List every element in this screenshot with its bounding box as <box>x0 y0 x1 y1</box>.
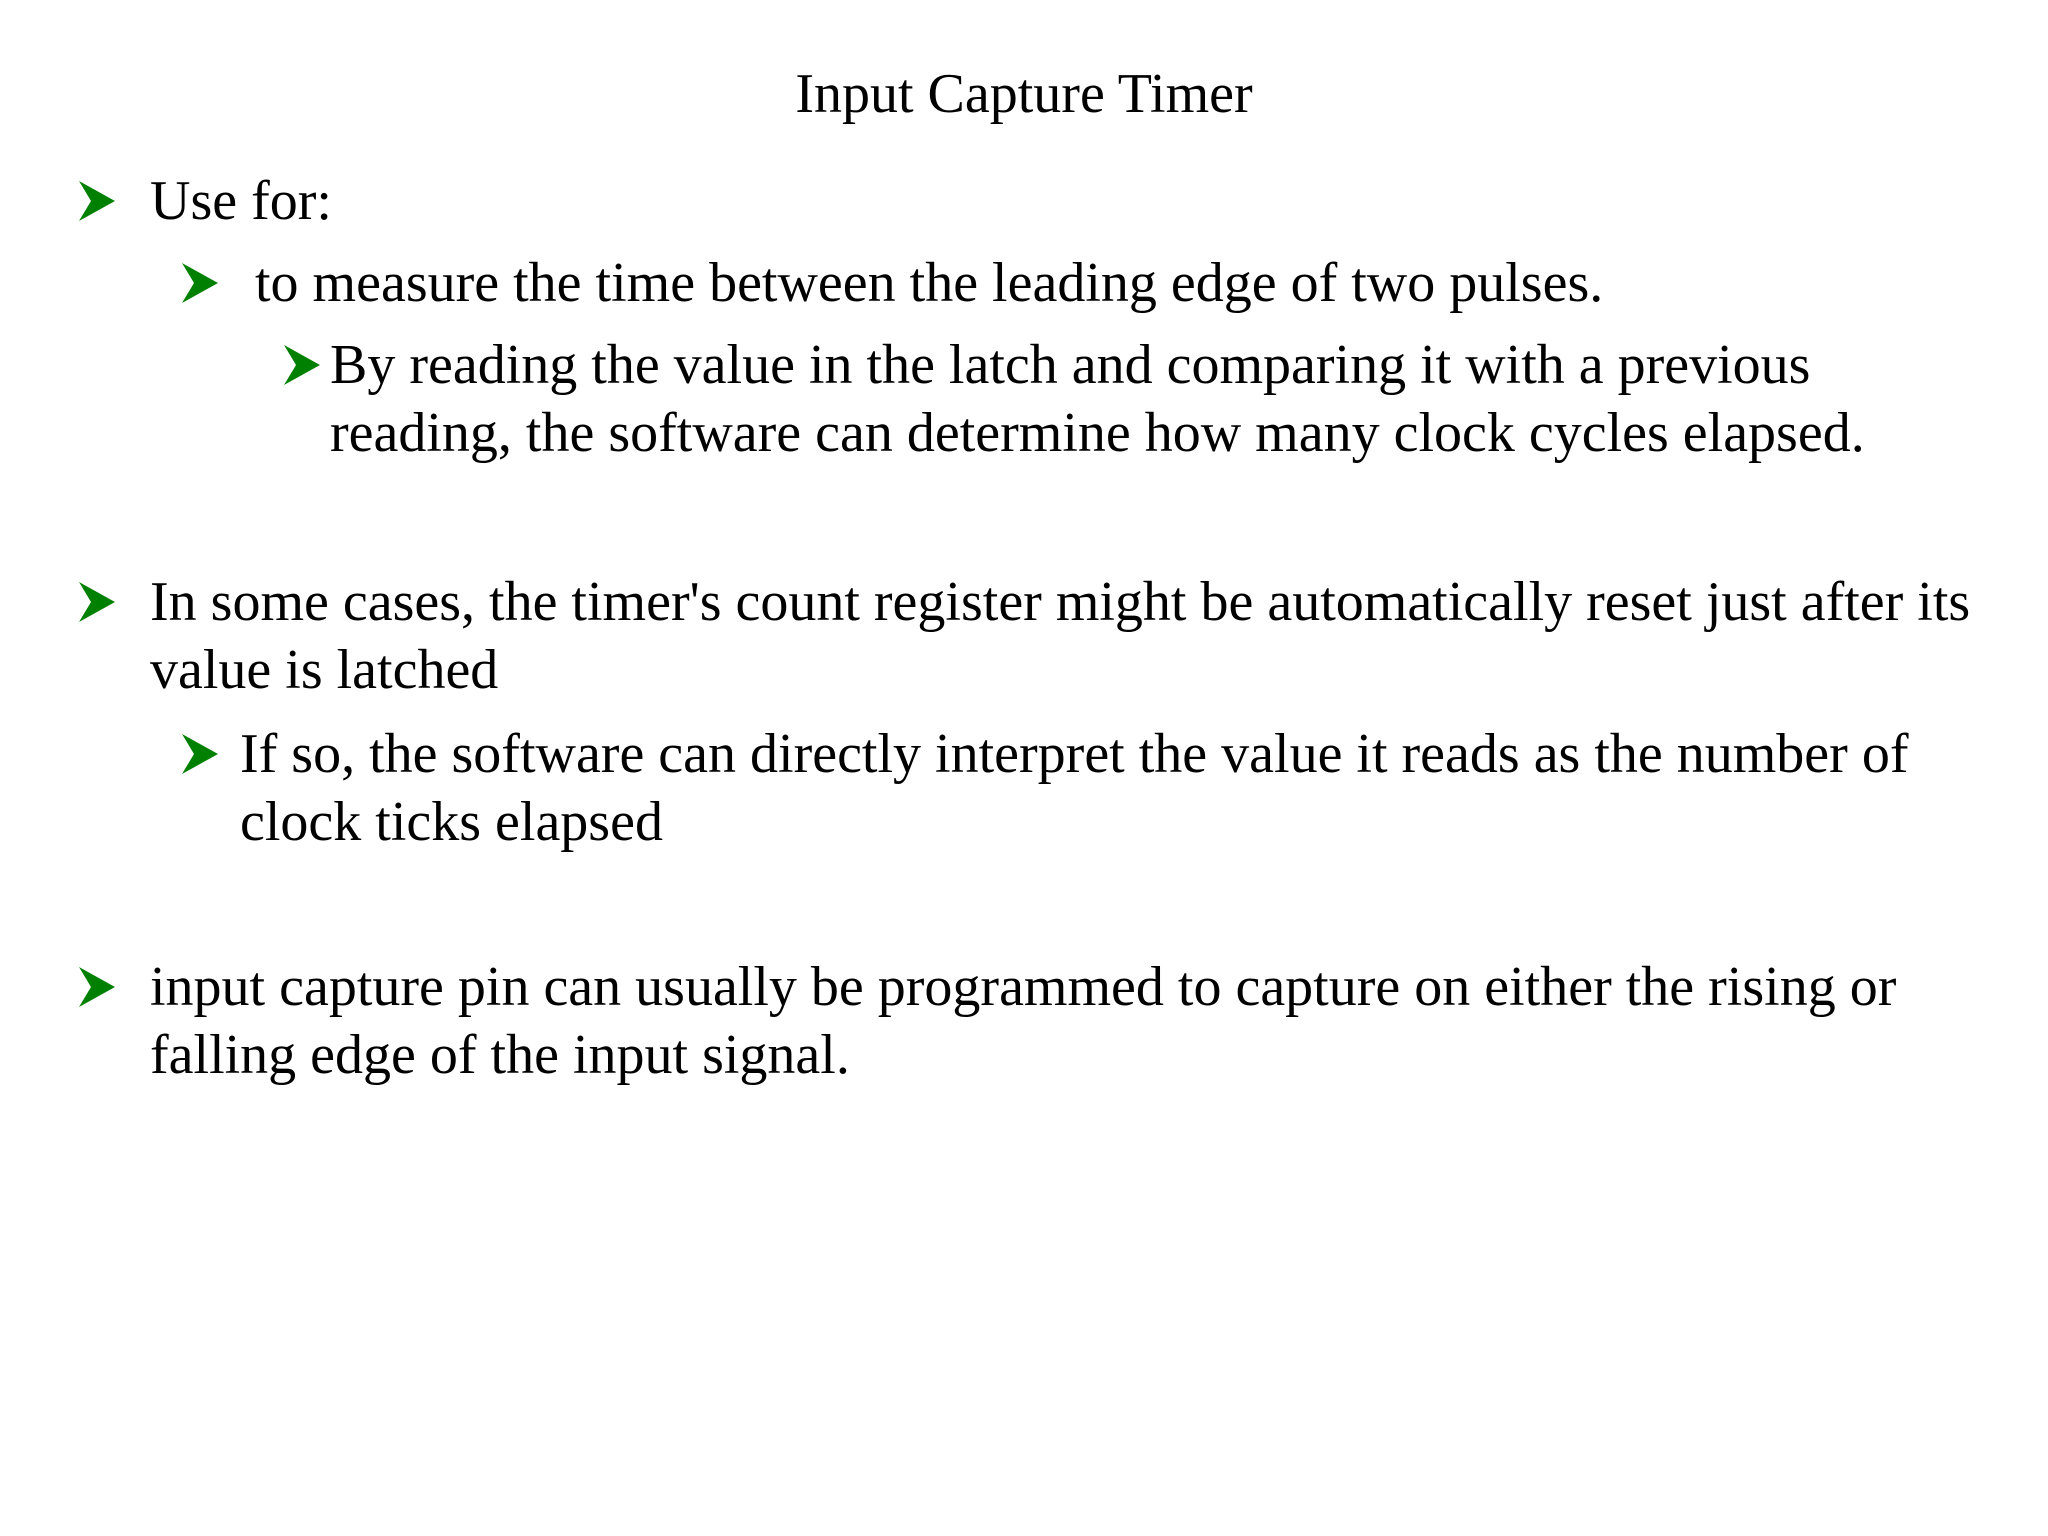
bullet-item <box>330 331 1920 467</box>
slide-title: Input Capture Timer <box>795 63 1253 125</box>
bullet-arrow-icon <box>180 732 220 776</box>
bullet-item <box>150 568 2030 704</box>
bullet-text: By reading the value in the latch and comparing it with a previous reading, the software can determine how many clock cycles elapsed. <box>330 334 1865 464</box>
bullet-arrow-icon <box>77 965 117 1009</box>
bullet-text: to measure the time between the leading edge of two pulses. <box>255 252 1604 314</box>
bullet-text: In some cases, the timer's count register might be automatically reset just after its value is latched <box>150 571 1971 701</box>
bullet-text: Use for: <box>150 170 332 232</box>
bullet-item <box>255 249 2015 317</box>
bullet-item <box>150 953 1970 1089</box>
bullet-item <box>150 167 2010 235</box>
bullet-arrow-icon <box>77 580 117 624</box>
bullet-text: input capture pin can usually be programmed to capture on either the rising or falling edge of the input signal. <box>150 956 1897 1086</box>
bullet-item <box>240 720 2000 856</box>
bullet-text: If so, the software can directly interpret the value it reads as the number of clock ticks elapsed <box>240 723 1909 853</box>
bullet-arrow-icon <box>180 261 220 305</box>
bullet-arrow-icon <box>282 343 322 387</box>
bullet-arrow-icon <box>77 179 117 223</box>
